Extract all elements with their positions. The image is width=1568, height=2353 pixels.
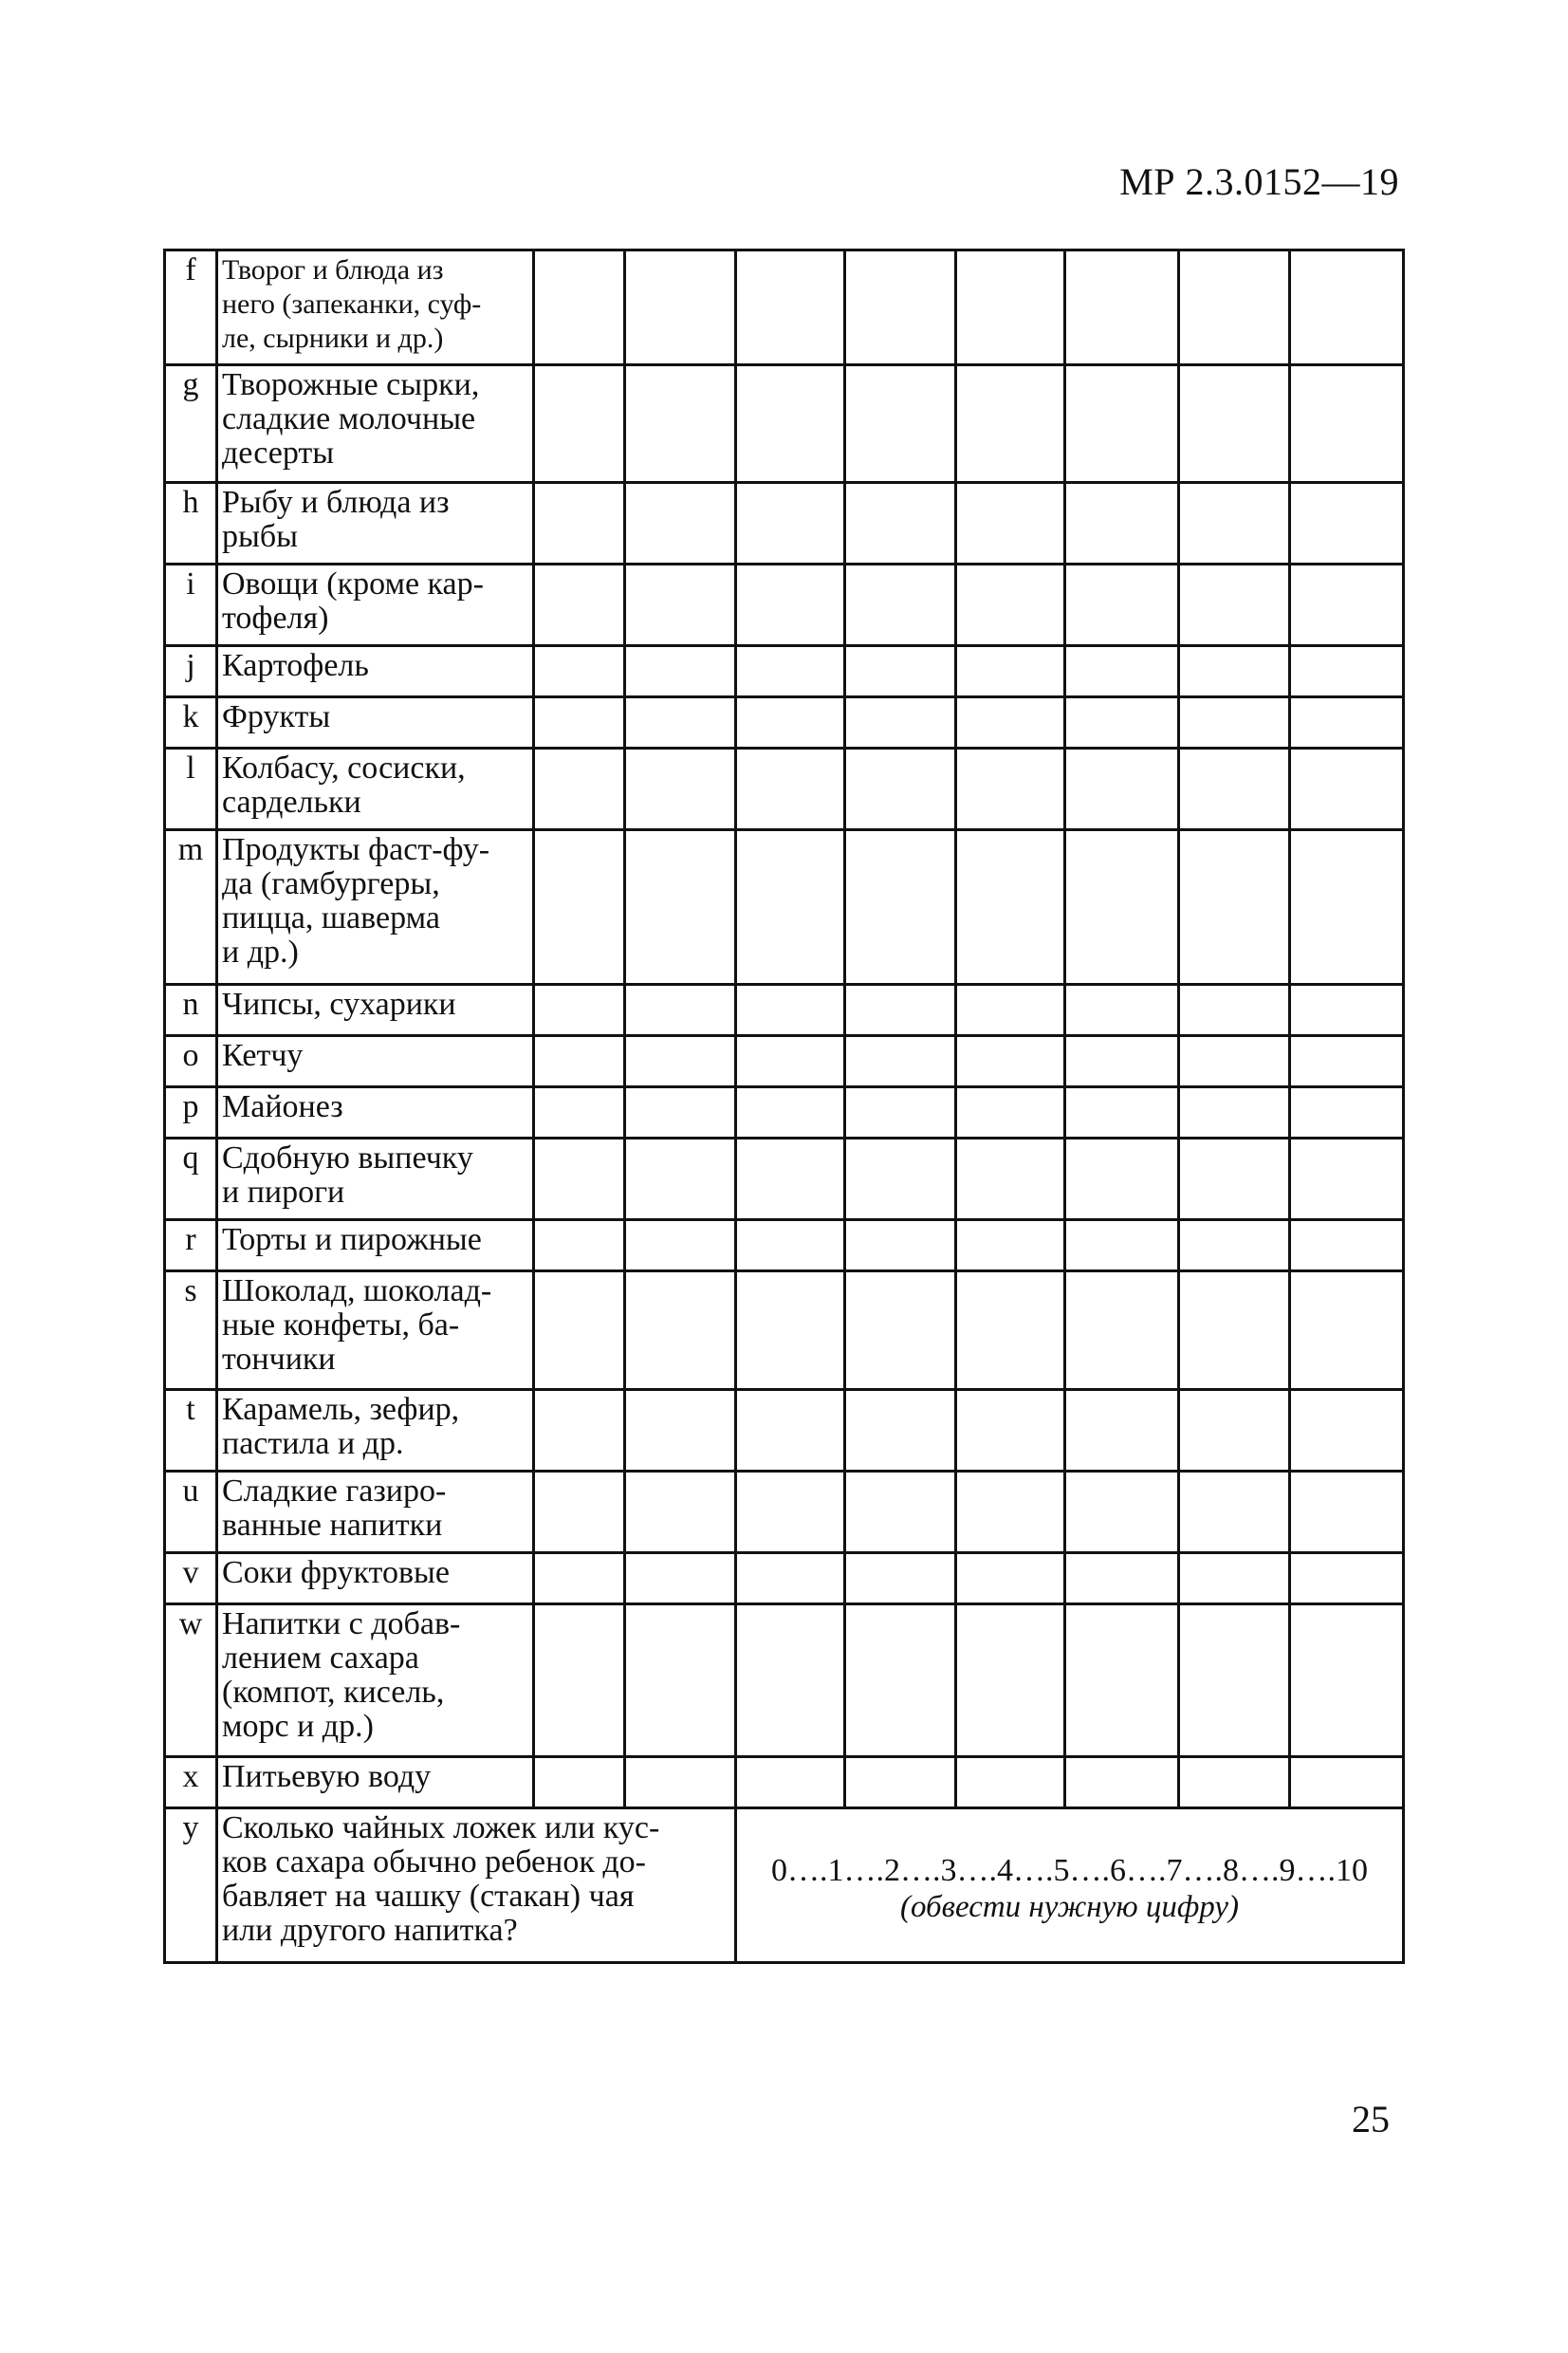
frequency-answer-cell[interactable]	[736, 1390, 845, 1472]
frequency-answer-cell[interactable]	[736, 365, 845, 483]
frequency-answer-cell[interactable]	[736, 1036, 845, 1087]
row-food-item	[217, 1472, 534, 1553]
frequency-answer-cell[interactable]	[956, 1604, 1065, 1757]
frequency-answer-cell[interactable]	[1179, 1271, 1290, 1390]
frequency-answer-cell[interactable]	[736, 1139, 845, 1220]
frequency-answer-cell[interactable]	[1179, 1472, 1290, 1553]
frequency-answer-cell[interactable]	[956, 697, 1065, 749]
frequency-answer-cell[interactable]	[1065, 1271, 1179, 1390]
row-letter: r	[165, 1220, 217, 1271]
frequency-answer-cell[interactable]	[1065, 365, 1179, 483]
food-item-line: и др.)	[222, 935, 299, 970]
row-letter: u	[165, 1472, 217, 1553]
frequency-answer-cell[interactable]	[736, 1472, 845, 1553]
frequency-answer-cell[interactable]	[1179, 483, 1290, 565]
frequency-answer-cell[interactable]	[625, 1390, 736, 1472]
row-food-item	[217, 830, 534, 985]
row-food-item	[217, 565, 534, 646]
table-row	[165, 483, 1404, 565]
frequency-answer-cell[interactable]	[1179, 646, 1290, 697]
food-item-line: Овощи (кроме кар-	[222, 566, 484, 602]
food-item-line: Рыбу и блюда из	[222, 485, 450, 520]
frequency-answer-cell[interactable]	[1179, 1553, 1290, 1604]
frequency-answer-cell[interactable]	[736, 250, 845, 365]
row-food-item	[217, 1220, 534, 1271]
row-food-item	[217, 483, 534, 565]
frequency-answer-cell[interactable]	[1065, 830, 1179, 985]
frequency-answer-cell[interactable]	[534, 1087, 625, 1139]
frequency-answer-cell[interactable]	[956, 250, 1065, 365]
row-food-item	[217, 1757, 534, 1808]
frequency-answer-cell[interactable]	[845, 365, 956, 483]
food-item-line: да (гамбургеры,	[222, 866, 440, 901]
frequency-answer-cell[interactable]	[1065, 483, 1179, 565]
table-row	[165, 1757, 1404, 1808]
frequency-answer-cell[interactable]	[1065, 1036, 1179, 1087]
frequency-answer-cell[interactable]	[625, 365, 736, 483]
sugar-question-line: Сколько чайных ложек или кус-	[222, 1810, 660, 1845]
row-letter: w	[165, 1604, 217, 1757]
food-item-line: Майонез	[222, 1089, 343, 1124]
frequency-answer-cell[interactable]	[1065, 1139, 1179, 1220]
sugar-question-row	[165, 1808, 1404, 1963]
frequency-answer-cell[interactable]	[956, 1220, 1065, 1271]
sugar-question-line: ков сахара обычно ребенок до-	[222, 1844, 646, 1880]
food-item-line: Соки фруктовые	[222, 1555, 450, 1590]
food-item-line: Творожные сырки,	[222, 367, 480, 402]
frequency-answer-cell[interactable]	[534, 1220, 625, 1271]
table-row	[165, 1472, 1404, 1553]
frequency-answer-cell[interactable]	[736, 1220, 845, 1271]
frequency-answer-cell[interactable]	[534, 830, 625, 985]
frequency-answer-cell[interactable]	[625, 1087, 736, 1139]
table-row	[165, 985, 1404, 1036]
frequency-answer-cell[interactable]	[625, 565, 736, 646]
row-letter: p	[165, 1087, 217, 1139]
row-food-item	[217, 646, 534, 697]
row-food-item	[217, 985, 534, 1036]
frequency-answer-cell[interactable]	[625, 1553, 736, 1604]
row-letter: v	[165, 1553, 217, 1604]
frequency-answer-cell[interactable]	[1179, 1087, 1290, 1139]
table-row	[165, 1271, 1404, 1390]
row-letter: i	[165, 565, 217, 646]
food-item-line: Кетчу	[222, 1038, 304, 1073]
frequency-answer-cell[interactable]	[534, 365, 625, 483]
frequency-answer-cell[interactable]	[845, 1087, 956, 1139]
frequency-answer-cell[interactable]	[625, 1271, 736, 1390]
table-row	[165, 697, 1404, 749]
sugar-question-line: или другого напитка?	[222, 1913, 518, 1948]
frequency-answer-cell[interactable]	[845, 830, 956, 985]
row-food-item	[217, 1036, 534, 1087]
food-item-line: лением сахара	[222, 1640, 419, 1676]
frequency-answer-cell[interactable]	[1290, 1087, 1404, 1139]
food-item-line: Торты и пирожные	[222, 1222, 482, 1257]
frequency-answer-cell[interactable]	[845, 250, 956, 365]
food-item-line: ванные напитки	[222, 1508, 443, 1543]
frequency-answer-cell[interactable]	[1290, 250, 1404, 365]
food-item-line: рыбы	[222, 519, 298, 554]
frequency-answer-cell[interactable]	[1179, 830, 1290, 985]
frequency-answer-cell[interactable]	[534, 483, 625, 565]
frequency-answer-cell[interactable]	[956, 830, 1065, 985]
frequency-answer-cell[interactable]	[736, 646, 845, 697]
frequency-answer-cell[interactable]	[1290, 1139, 1404, 1220]
frequency-answer-cell[interactable]	[1290, 1604, 1404, 1757]
frequency-answer-cell[interactable]	[845, 1757, 956, 1808]
frequency-answer-cell[interactable]	[534, 1553, 625, 1604]
table-row	[165, 365, 1404, 483]
food-item-line: него (запеканки, суф-	[222, 288, 482, 320]
row-food-item	[217, 1553, 534, 1604]
frequency-answer-cell[interactable]	[736, 697, 845, 749]
food-item-line: Фрукты	[222, 699, 331, 734]
row-letter: k	[165, 697, 217, 749]
table-row	[165, 1087, 1404, 1139]
frequency-answer-cell[interactable]	[1290, 646, 1404, 697]
table-row	[165, 1036, 1404, 1087]
food-item-line: Шоколад, шоколад-	[222, 1273, 492, 1308]
frequency-answer-cell[interactable]	[956, 1036, 1065, 1087]
food-item-line: пастила и др.	[222, 1426, 404, 1461]
row-letter: o	[165, 1036, 217, 1087]
food-item-line: и пироги	[222, 1175, 345, 1210]
frequency-answer-cell[interactable]	[956, 365, 1065, 483]
food-item-line: Колбасу, сосиски,	[222, 750, 466, 786]
row-food-item	[217, 749, 534, 830]
frequency-answer-cell[interactable]	[845, 1390, 956, 1472]
food-item-line: Чипсы, сухарики	[222, 987, 456, 1022]
row-food-item	[217, 697, 534, 749]
frequency-answer-cell[interactable]	[956, 1553, 1065, 1604]
frequency-answer-cell[interactable]	[736, 1757, 845, 1808]
frequency-answer-cell[interactable]	[625, 483, 736, 565]
frequency-answer-cell[interactable]	[736, 1553, 845, 1604]
food-item-line: Питьевую воду	[222, 1759, 432, 1794]
food-item-line: тончики	[222, 1342, 336, 1377]
frequency-answer-cell[interactable]	[1290, 1757, 1404, 1808]
food-item-line: ле, сырники и др.)	[222, 323, 444, 354]
table-row	[165, 1139, 1404, 1220]
frequency-answer-cell[interactable]	[736, 1604, 845, 1757]
frequency-answer-cell[interactable]	[956, 1087, 1065, 1139]
row-food-item	[217, 250, 534, 365]
frequency-answer-cell[interactable]	[534, 1472, 625, 1553]
frequency-answer-cell[interactable]	[625, 1139, 736, 1220]
frequency-answer-cell[interactable]	[1290, 749, 1404, 830]
frequency-answer-cell[interactable]	[1065, 697, 1179, 749]
frequency-answer-cell[interactable]	[534, 646, 625, 697]
row-letter: x	[165, 1757, 217, 1808]
frequency-answer-cell[interactable]	[534, 565, 625, 646]
frequency-answer-cell[interactable]	[1290, 1036, 1404, 1087]
frequency-answer-cell[interactable]	[625, 985, 736, 1036]
frequency-answer-cell[interactable]	[1065, 1553, 1179, 1604]
frequency-answer-cell[interactable]	[534, 1604, 625, 1757]
food-item-line: Карамель, зефир,	[222, 1392, 460, 1427]
row-letter: n	[165, 985, 217, 1036]
frequency-answer-cell[interactable]	[1065, 250, 1179, 365]
frequency-answer-cell[interactable]	[736, 1087, 845, 1139]
frequency-answer-cell[interactable]	[1290, 985, 1404, 1036]
table-row	[165, 646, 1404, 697]
frequency-answer-cell[interactable]	[736, 483, 845, 565]
frequency-answer-cell[interactable]	[1179, 985, 1290, 1036]
frequency-answer-cell[interactable]	[956, 565, 1065, 646]
frequency-answer-cell[interactable]	[1179, 749, 1290, 830]
frequency-answer-cell[interactable]	[956, 1139, 1065, 1220]
frequency-answer-cell[interactable]	[1065, 565, 1179, 646]
frequency-answer-cell[interactable]	[1179, 1220, 1290, 1271]
frequency-answer-cell[interactable]	[1065, 749, 1179, 830]
food-frequency-table	[163, 249, 1405, 1964]
frequency-answer-cell[interactable]	[956, 483, 1065, 565]
frequency-answer-cell[interactable]	[1065, 1604, 1179, 1757]
frequency-answer-cell[interactable]	[625, 749, 736, 830]
frequency-answer-cell[interactable]	[845, 749, 956, 830]
frequency-answer-cell[interactable]	[625, 1220, 736, 1271]
table-row	[165, 830, 1404, 985]
frequency-answer-cell[interactable]	[845, 1220, 956, 1271]
frequency-answer-cell[interactable]	[845, 1036, 956, 1087]
frequency-answer-cell[interactable]	[534, 749, 625, 830]
frequency-answer-cell[interactable]	[1065, 646, 1179, 697]
frequency-answer-cell[interactable]	[625, 1472, 736, 1553]
row-food-item	[217, 1087, 534, 1139]
frequency-answer-cell[interactable]	[956, 749, 1065, 830]
frequency-answer-cell[interactable]	[845, 565, 956, 646]
frequency-answer-cell[interactable]	[625, 1604, 736, 1757]
sugar-scale[interactable]: 0….1….2….3….4….5….6….7….8….9….10	[771, 1853, 1368, 1888]
frequency-answer-cell[interactable]	[956, 1472, 1065, 1553]
frequency-answer-cell[interactable]	[845, 1604, 956, 1757]
frequency-answer-cell[interactable]	[1290, 1271, 1404, 1390]
frequency-answer-cell[interactable]	[534, 1139, 625, 1220]
food-item-line: ные конфеты, ба-	[222, 1307, 460, 1343]
frequency-answer-cell[interactable]	[1065, 1390, 1179, 1472]
row-food-item	[217, 1271, 534, 1390]
frequency-answer-cell[interactable]	[625, 250, 736, 365]
frequency-answer-cell[interactable]	[534, 250, 625, 365]
frequency-answer-cell[interactable]	[956, 985, 1065, 1036]
row-letter: h	[165, 483, 217, 565]
frequency-answer-cell[interactable]	[845, 1553, 956, 1604]
frequency-answer-cell[interactable]	[845, 1271, 956, 1390]
frequency-answer-cell[interactable]	[845, 483, 956, 565]
row-letter: s	[165, 1271, 217, 1390]
food-item-line: Картофель	[222, 648, 369, 683]
frequency-answer-cell[interactable]	[625, 1036, 736, 1087]
table-body	[165, 250, 1404, 1963]
frequency-answer-cell[interactable]	[845, 646, 956, 697]
frequency-answer-cell[interactable]	[1179, 1390, 1290, 1472]
frequency-answer-cell[interactable]	[534, 1757, 625, 1808]
table-row	[165, 1390, 1404, 1472]
frequency-answer-cell[interactable]	[1065, 1472, 1179, 1553]
frequency-answer-cell[interactable]	[1290, 1553, 1404, 1604]
food-item-line: сардельки	[222, 785, 361, 820]
frequency-answer-cell[interactable]	[1290, 1220, 1404, 1271]
frequency-answer-cell[interactable]	[1290, 1390, 1404, 1472]
frequency-answer-cell[interactable]	[736, 830, 845, 985]
table-row	[165, 1604, 1404, 1757]
table-row	[165, 1553, 1404, 1604]
frequency-answer-cell[interactable]	[956, 1271, 1065, 1390]
row-food-item	[217, 1139, 534, 1220]
row-letter: t	[165, 1390, 217, 1472]
table-row	[165, 565, 1404, 646]
frequency-answer-cell[interactable]	[845, 1472, 956, 1553]
frequency-answer-cell[interactable]	[845, 697, 956, 749]
frequency-answer-cell[interactable]	[1179, 1139, 1290, 1220]
frequency-answer-cell[interactable]	[1179, 565, 1290, 646]
frequency-answer-cell[interactable]	[1065, 1220, 1179, 1271]
table-row	[165, 1220, 1404, 1271]
row-letter: q	[165, 1139, 217, 1220]
frequency-answer-cell[interactable]	[1290, 1472, 1404, 1553]
food-item-line: (компот, кисель,	[222, 1675, 445, 1710]
frequency-answer-cell[interactable]	[1290, 697, 1404, 749]
frequency-answer-cell[interactable]	[1179, 1757, 1290, 1808]
frequency-answer-cell[interactable]	[736, 1271, 845, 1390]
frequency-answer-cell[interactable]	[1179, 250, 1290, 365]
row-food-item	[217, 1604, 534, 1757]
frequency-answer-cell[interactable]	[1290, 565, 1404, 646]
frequency-answer-cell[interactable]	[534, 697, 625, 749]
frequency-answer-cell[interactable]	[534, 1271, 625, 1390]
row-food-item	[217, 1390, 534, 1472]
row-letter: f	[165, 250, 217, 365]
frequency-answer-cell[interactable]	[1179, 1604, 1290, 1757]
frequency-answer-cell[interactable]	[736, 985, 845, 1036]
food-item-line: десерты	[222, 435, 335, 471]
frequency-answer-cell[interactable]	[1065, 985, 1179, 1036]
row-letter: g	[165, 365, 217, 483]
food-item-line: Сдобную выпечку	[222, 1140, 473, 1176]
frequency-answer-cell[interactable]	[1065, 1757, 1179, 1808]
frequency-answer-cell[interactable]	[736, 565, 845, 646]
sugar-scale-cell[interactable]	[736, 1808, 1404, 1963]
sugar-question-line: бавляет на чашку (стакан) чая	[222, 1879, 635, 1914]
frequency-answer-cell[interactable]	[625, 1757, 736, 1808]
frequency-answer-cell[interactable]	[1179, 365, 1290, 483]
food-item-line: Продукты фаст-фу-	[222, 832, 490, 867]
table-row	[165, 749, 1404, 830]
frequency-answer-cell[interactable]	[534, 1390, 625, 1472]
row-letter: j	[165, 646, 217, 697]
frequency-answer-cell[interactable]	[1290, 483, 1404, 565]
food-item-line: Творог и блюда из	[222, 254, 444, 286]
frequency-answer-cell[interactable]	[1179, 697, 1290, 749]
food-item-line: сладкие молочные	[222, 401, 476, 436]
frequency-answer-cell[interactable]	[625, 830, 736, 985]
food-item-line: морс и др.)	[222, 1709, 374, 1744]
frequency-answer-cell[interactable]	[625, 646, 736, 697]
frequency-answer-cell[interactable]	[1290, 830, 1404, 985]
frequency-answer-cell[interactable]	[956, 1390, 1065, 1472]
frequency-answer-cell[interactable]	[845, 985, 956, 1036]
row-letter: l	[165, 749, 217, 830]
row-letter: m	[165, 830, 217, 985]
frequency-answer-cell[interactable]	[1179, 1036, 1290, 1087]
frequency-answer-cell[interactable]	[736, 749, 845, 830]
frequency-answer-cell[interactable]	[625, 697, 736, 749]
frequency-answer-cell[interactable]	[956, 646, 1065, 697]
sugar-question	[217, 1808, 736, 1963]
sugar-scale-hint: (обвести нужную цифру)	[900, 1890, 1239, 1924]
row-letter: y	[165, 1808, 217, 1963]
food-item-line: Сладкие газиро-	[222, 1473, 447, 1509]
frequency-answer-cell[interactable]	[534, 1036, 625, 1087]
frequency-answer-cell[interactable]	[956, 1757, 1065, 1808]
frequency-answer-cell[interactable]	[1065, 1087, 1179, 1139]
page-number: 25	[1352, 2098, 1390, 2140]
frequency-answer-cell[interactable]	[534, 985, 625, 1036]
food-item-line: тофеля)	[222, 601, 329, 636]
frequency-answer-cell[interactable]	[845, 1139, 956, 1220]
frequency-answer-cell[interactable]	[1290, 365, 1404, 483]
table-row	[165, 250, 1404, 365]
food-item-line: Напитки с добав-	[222, 1606, 461, 1641]
food-item-line: пицца, шаверма	[222, 900, 440, 936]
row-food-item	[217, 365, 534, 483]
document-code: МР 2.3.0152—19	[1119, 160, 1399, 203]
